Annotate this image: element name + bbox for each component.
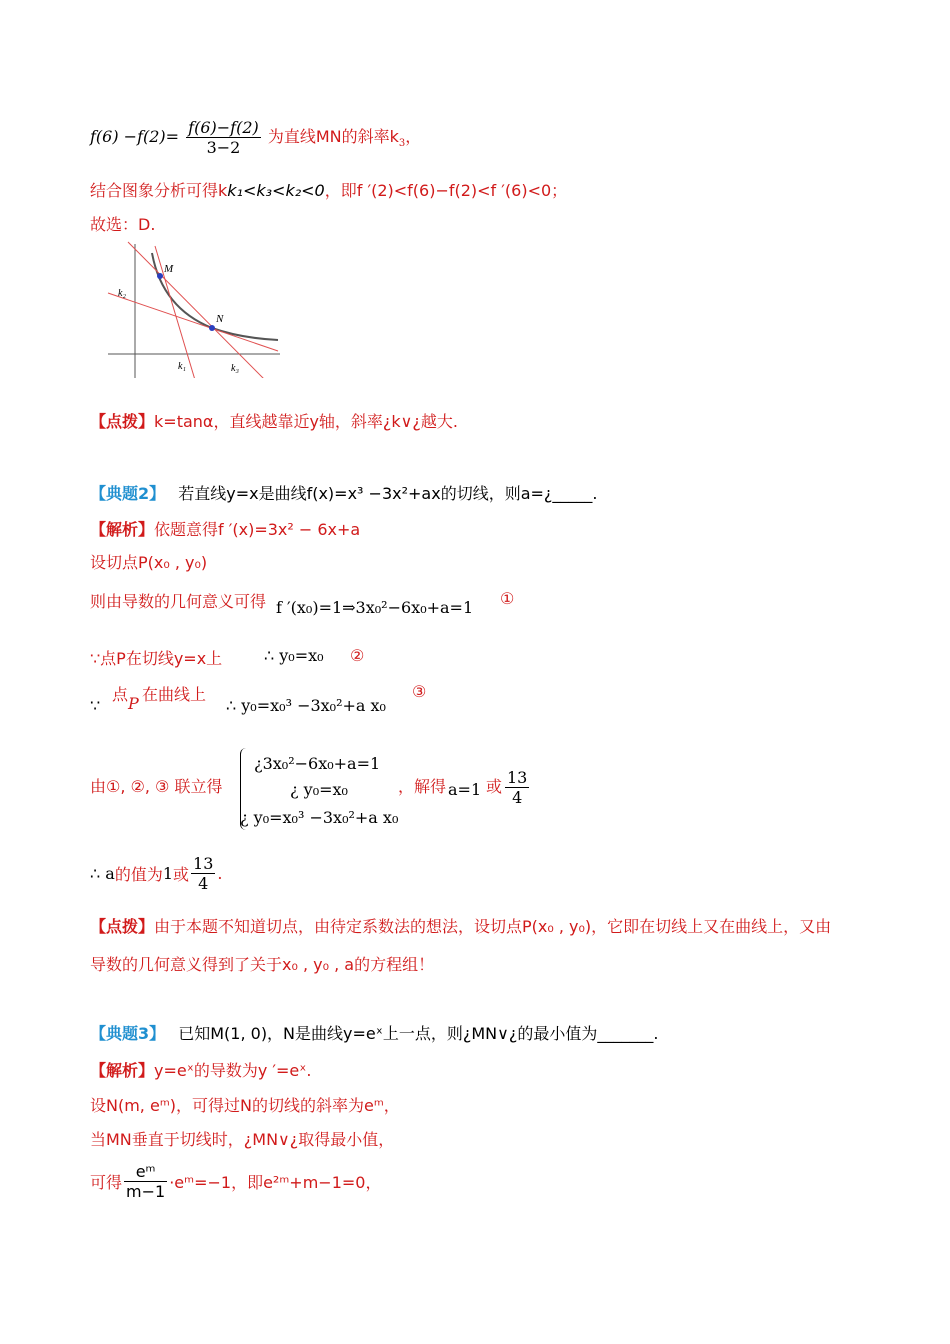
ex2-tag: 【典题2】 [90, 484, 166, 503]
sol3-l4a: 可得 [90, 1173, 123, 1192]
sys-eq3: ¿ y₀=x₀³ −3x₀²+a x₀ [240, 808, 399, 827]
ex2-text: 若直线y=x是曲线f(x)=x³ −3x²+ax的切线，则a=¿_____. [178, 484, 598, 503]
graph-label-M: M [164, 263, 174, 275]
line1-frac-num: f(6)−f(2) [188, 118, 259, 137]
sol2-l3a: 则由导数的几何意义可得 [90, 592, 267, 611]
tangent-graph [100, 238, 290, 378]
line1-tail: ， [405, 127, 422, 146]
line1-suffix: 为直线MN的斜率k [267, 127, 399, 146]
sol2-l5d: 在曲线上 [142, 685, 207, 704]
sol2-l5a: ∵ [90, 696, 101, 715]
sol2-l5e: ∴ y₀=x₀³ −3x₀²+a x₀ [226, 696, 386, 715]
graph-label-k3: k₃ [231, 363, 239, 374]
graph-line-k1 [155, 246, 195, 378]
tip2-tag: 【点拨】 [90, 917, 155, 936]
conclusion [90, 854, 222, 893]
sol2-line1 [90, 517, 360, 540]
sol3-l4b: ·eᵐ=−1，即e²ᵐ+m−1=0， [169, 1173, 382, 1192]
tip1 [90, 409, 458, 432]
line1-fraction [186, 118, 261, 157]
ex3-tag: 【典题3】 [90, 1024, 166, 1043]
sys-eq2: ¿ y₀=x₀ [290, 780, 348, 799]
sol2-l5f: ③ [412, 682, 427, 701]
sol2-l1: 依题意得f ′(x)=3x² − 6x+a [154, 520, 361, 539]
sol2-l5b: 点 [112, 685, 129, 704]
line2 [90, 178, 567, 201]
concl-d: 或 [173, 865, 190, 884]
sys-solve: ，解得 [398, 777, 447, 796]
tip2-l2: 导数的几何意义得到了关于x₀ , y₀ , a的方程组！ [90, 955, 435, 974]
graph-label-k2: k₂ [118, 288, 126, 299]
sol2-l4a: ∵点P在切线y=x上 [90, 649, 223, 668]
line2-order: k₁<k₃<k₂<0 [227, 181, 325, 200]
sol2-l4c: ② [350, 646, 365, 665]
line2-rest: ，即f ′(2)<f(6)−f(2)<f ′(6)<0； [324, 181, 568, 200]
sol2-tag: 【解析】 [90, 520, 155, 539]
graph-line-k2 [108, 293, 278, 351]
sol3-l1: y=eˣ的导数为y ′=eˣ. [154, 1061, 312, 1080]
sys-or: 或 [486, 777, 503, 796]
line1 [90, 118, 421, 157]
graph-point-M [157, 273, 163, 279]
sol2-l3b: f ′(x₀)=1⇒3x₀²−6x₀+a=1 [276, 598, 474, 617]
sol3-frac-den: m−1 [126, 1182, 166, 1201]
sol3-line1 [90, 1058, 311, 1081]
line2-text: 结合图象分析可得k [90, 181, 228, 200]
line1-prefix: f(6) −f(2)= [90, 127, 180, 146]
sol2-l4b: ∴ y₀=x₀ [264, 646, 324, 665]
sol2-l2: 设切点P(x₀ , y₀) [90, 553, 208, 572]
sol3-l2: 设N(m, eᵐ)，可得过N的切线的斜率为eᵐ， [90, 1096, 400, 1115]
example2 [90, 481, 597, 504]
sys-ans: a=1 [448, 780, 482, 799]
graph-point-N [209, 325, 215, 331]
sys-frac-num: 13 [507, 768, 528, 787]
sol3-tag: 【解析】 [90, 1061, 155, 1080]
sys-intro: 由①, ②, ③ 联立得 [90, 777, 223, 796]
sys-frac-den: 4 [512, 788, 523, 807]
tip2-line1 [90, 914, 831, 937]
example3 [90, 1021, 658, 1044]
graph-label-k1: k₁ [178, 361, 186, 372]
concl-b: 的值为 [114, 865, 163, 884]
concl-c: 1 [162, 864, 174, 883]
line1-sub: 3 [398, 138, 406, 150]
ex3-text: 已知M(1, 0)，N是曲线y=eˣ上一点，则¿MN∨¿的最小值为_______. [178, 1024, 659, 1043]
sol2-l3c: ① [500, 589, 515, 608]
tip1-text: k=tanα，直线越靠近y轴，斜率¿k∨¿越大. [154, 412, 458, 431]
concl-a: ∴ a [90, 864, 115, 883]
line1-frac-den: 3−2 [206, 138, 241, 157]
line3: 故选：D. [90, 215, 156, 234]
sol3-l4 [90, 1162, 381, 1201]
graph-line-k3 [128, 242, 265, 378]
sol2-l5c: P [128, 694, 139, 713]
graph-label-N: N [216, 313, 224, 325]
sol3-l3: 当MN垂直于切线时，¿MN∨¿取得最小值， [90, 1130, 395, 1149]
concl-e: . [217, 864, 223, 883]
tip2-l1: 由于本题不知道切点，由待定系数法的想法，设切点P(x₀ , y₀)，它即在切线上又在曲线上，又由 [154, 917, 832, 936]
sys-frac [503, 768, 531, 807]
tip1-tag: 【点拨】 [90, 412, 155, 431]
concl-frac-den: 4 [198, 874, 209, 893]
sol3-frac-num: eᵐ [124, 1162, 167, 1182]
sys-eq1: ¿3x₀²−6x₀+a=1 [254, 754, 381, 773]
concl-frac-num: 13 [193, 854, 214, 873]
